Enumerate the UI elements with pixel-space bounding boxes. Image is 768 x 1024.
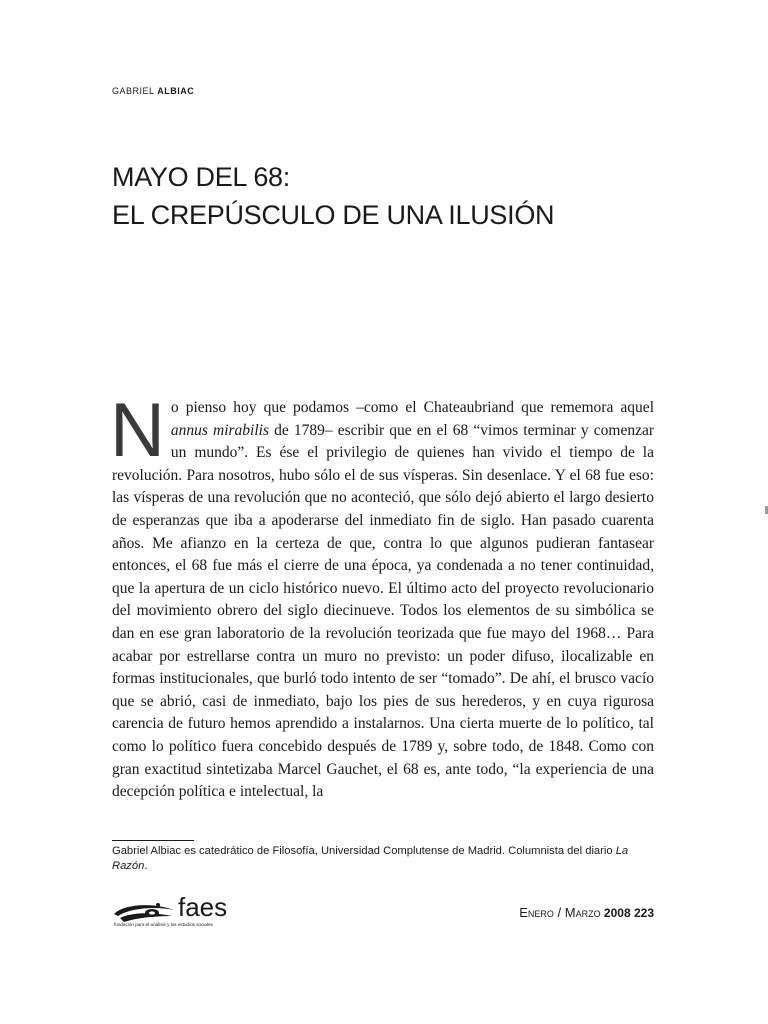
author-last-name: ALBIAC — [157, 86, 195, 96]
folio-year: 2008 — [603, 906, 631, 920]
body-italic-phrase: annus mirabilis — [170, 421, 270, 439]
article-title — [112, 158, 554, 234]
footnote-italic: La Razón — [112, 845, 629, 872]
faes-logo — [112, 892, 252, 930]
folio-page-number: 223 — [633, 906, 654, 920]
author-first-name: GABRIEL — [112, 86, 155, 96]
title-line-2: EL CREPÚSCULO DE UNA ILUSIÓN — [112, 200, 555, 230]
title-line-1: MAYO DEL 68: — [112, 162, 290, 192]
page-folio — [519, 905, 654, 920]
footnote-end: . — [144, 860, 148, 872]
footnote — [112, 844, 654, 874]
body-text-part-1: o pienso hoy que podamos –como el Chateaubriand que rememora aquel — [170, 399, 654, 416]
article-body — [110, 388, 654, 804]
drop-cap: N — [110, 388, 165, 473]
author-header — [112, 86, 194, 96]
footnote-text: Gabriel Albiac es catedrático de Filosofía, Universidad Complutense de Madrid. Columnista del diario — [112, 845, 616, 857]
logo-wordmark: faes — [178, 892, 228, 922]
folio-period: Enero / Marzo — [519, 905, 601, 920]
body-text-part-2: de 1789– escribir que en el 68 “vimos terminar y comenzar un mundo”. Es ése el privilegio de quienes han vivido el tiempo de la revolución. Para nosotros, hubo sólo el de sus vísperas. Sin desenlace. Y el 68 fue eso: las vísperas de una revolución que no aconteció, que sólo dejó abierto el largo desierto de esperanzas que iba a apoderarse del inmediato fin de siglo. Han pasado cuarenta años. Me afianzo en la certeza de que, contra lo que algunos pudieran fantasear entonces, el 68 fue más el cierre de una época, ya condenada a no tener continuidad, que la apertura de un ciclo histórico nuevo. El último acto del proyecto revolucionario del movimiento obrero del siglo diecinueve. Todos los elementos de su simbólica se dan en ese gran laboratorio de la revolución teorizada que fue mayo del 1968… Para acabar por estrellarse contra un muro no previsto: un poder difuso, ilocalizable en formas institucionales, que burló todo intento de ser “tomado”. De ahí, el brusco vacío que se abrió, casi de inmediato, bajo los pies de sus herederos, y en cuya rigurosa carencia de futuro hemos aprendido a instalarnos. Una cierta muerte de lo político, tal como lo político fuera concebido después de 1789 y, sobre todo, de 1848. Como con gran exactitud sintetizaba Marcel Gauchet, el 68 es, ante todo, “la experiencia de una decepción política e intelectual, la — [112, 421, 654, 801]
footnote-rule — [112, 840, 194, 841]
logo-tagline: fundación para el análisis y los estudios sociales — [114, 922, 213, 927]
